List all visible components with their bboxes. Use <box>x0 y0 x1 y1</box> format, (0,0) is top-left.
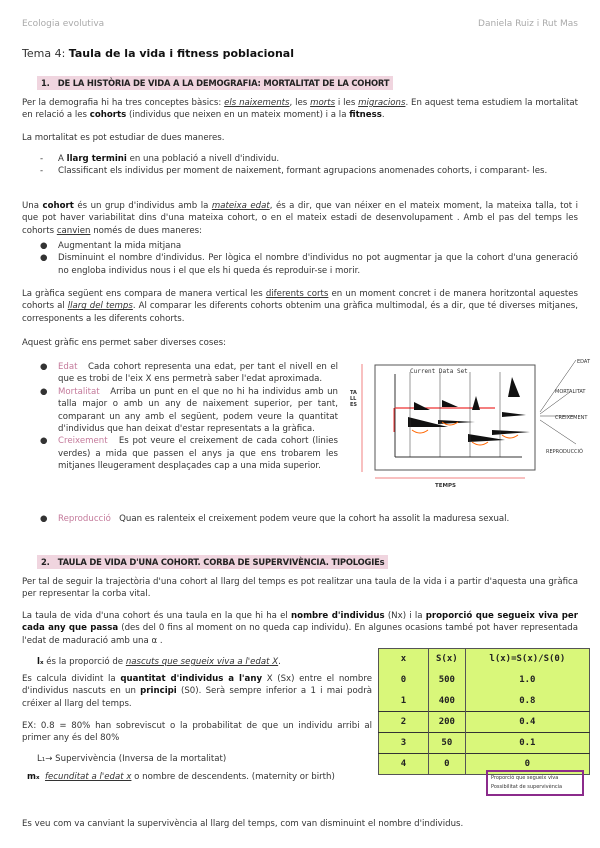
paragraph-mortalitat: La mortalitat es pot estudiar de dues maneres. <box>22 133 225 143</box>
table-row: 2 200 0.4 <box>379 712 590 733</box>
title-main: Taula de la vida i fitness poblacional <box>68 47 294 60</box>
life-table <box>378 648 590 775</box>
paragraph-aquest: Aquest gràfic ens permet saber diverses coses: <box>22 338 227 348</box>
l1-definition: L₁→ Supervivència (Inversa de la mortalitat) <box>37 754 227 764</box>
table-row: 0 500 1.0 <box>379 670 590 691</box>
label-edat: EDAT <box>577 359 591 365</box>
paragraph-trajectoria: Per tal de seguir la trajectòria d'una cohort al llarg del temps es pot realitzar una taula de la vida i a partir d'aquesta una gràfica per representar la corba vital. <box>22 577 578 600</box>
dash-list <box>40 153 578 178</box>
list-item: ● Creixement Es pot veure el creixement de cada cohort (linies verdes) a mida que passen el anys ja que ens trobarem les mitjanes lleugerament desplaçades cap a una mida superior. <box>40 436 338 472</box>
list-item: ● Reproducció Quan es ralenteix el creixement podem veure que la cohort ha assolit la maduresa sexual. <box>40 514 510 524</box>
paragraph-cohort: Una cohort és un grup d'individus amb la mateixa edat, és a dir, que van néixer en el mateix moment, la mateixa talla, tot i que pot haver variabilitat dins d'una mateixa cohort, o en el mateix estadi de desenvolupament . Amb el pas del temps les cohorts canvien només de dues maneres: <box>22 201 578 236</box>
label-creixement: CREIXEMENT <box>555 415 588 421</box>
list-item: ● Edat Cada cohort representa una edat, per tant el nivell en el que es trobi de l'eix X ens permetrà saber l'edat aproximada. <box>40 362 338 385</box>
lx-definition: lₓ és la proporció de nascuts que segueix viva a l'edat X. <box>37 657 281 667</box>
section-title: DE LA HISTÒRIA DE VIDA A LA DEMOGRAFIA: MORTALITAT DE LA COHORT <box>57 78 390 88</box>
bullet-list-cohort <box>40 240 578 277</box>
label-mortalitat: MORTALITAT <box>555 389 586 395</box>
header-left: Ecologia evolutiva <box>22 19 105 29</box>
note-line: Proporció que segueix viva <box>491 775 559 781</box>
mx-definition: mₓ fecunditat a l'edat x o nombre de descendents. (maternity or birth) <box>27 772 335 782</box>
title-prefix: Tema 4: <box>22 47 69 60</box>
bullet-list-grafic <box>40 361 338 473</box>
list-item: ● Mortalitat Arriba un punt en el que no hi ha individus amb un talla major o amb un any de naixement superior, per tant, comparant un any amb el següent, podem veure la quantitat d'individus que han deixat d'estar representats a la gràfica. <box>40 386 338 435</box>
label-reproduccio: REPRODUCCIÓ <box>546 449 583 455</box>
table-row: 4 0 0 <box>379 754 590 775</box>
table-row: 1 400 0.8 <box>379 691 590 712</box>
section-num: 1. <box>41 78 50 88</box>
header-right: Daniela Ruiz i Rut Mas <box>478 19 578 29</box>
paragraph-calcula: Es calcula dividint la quantitat d'individus a l'any X (Sx) entre el nombre d'individus nascuts en un principi (S0). Serà sempre inferior a 1 i mai podrà créixer al llarg del temps. <box>22 674 373 709</box>
list-item: ● Augmentant la mida mitjana <box>40 241 182 251</box>
list-item: ● Disminuint el nombre d'individus. Per lògica el nombre d'individus no pot augmentar ja que la cohort d'una generació no engloba individus nous i el que els hi queda és reproduir-se i morir. <box>40 253 578 276</box>
section-1-heading <box>37 76 393 90</box>
paragraph-concepts: Per la demografia hi ha tres conceptes bàsics: els naixements, les morts i les migracions. En aquest tema estudiem la mortalitat en relació a les cohorts (individus que neixen en un mateix moment) i a la fitness. <box>22 98 578 121</box>
y-axis-label: TALLES <box>350 390 358 408</box>
note-line: Possibilitat de supervivència <box>491 784 563 790</box>
paragraph-grafica: La gràfica següent ens compara de manera vertical les diferents corts en un moment concret i de manera horitzontal aquestes cohorts al llarg del temps. Al comparar les diferents cohorts obtenim una gràfica multimodal, és a dir, que té diverses mitjanes, corresponents a les diferents cohorts. <box>22 289 579 324</box>
paragraph-taula: La taula de vida d'una cohort és una taula en la que hi ha el nombre d'individus (Nx) i la proporció que segueix viva per cada any que passa (des del 0 fins al moment on no queda cap individu). En algunes ocasions també pot haver representada l'edat de maduració amb una α . <box>22 611 578 646</box>
figure-title: Current Data Set <box>410 368 468 375</box>
x-axis-label: TEMPS <box>435 483 456 489</box>
cohort-figure <box>350 352 595 492</box>
list-item: - A llarg termini en una població a nivell d'individu. <box>40 154 280 164</box>
section-2-heading <box>37 555 388 569</box>
table-row: 3 50 0.1 <box>379 733 590 754</box>
section-num: 2. <box>41 557 50 567</box>
paragraph-conclusion: Es veu com va canviant la supervivència al llarg del temps, com van disminuint el nombre d'individus. <box>22 819 464 829</box>
bullet-list-reproduccio <box>40 513 578 525</box>
paragraph-example: EX: 0.8 = 80% han sobreviscut o la probabilitat de que un individu arribi al primer any és del 80% <box>22 721 372 744</box>
list-item: - Classificant els individus per moment de naixement, formant agrupacions anomenades cohorts, i comparant- les. <box>40 166 548 177</box>
section-title: TAULA DE VIDA D'UNA COHORT. CORBA DE SUPERVIVÈNCIA. TIPOLOGIEs <box>57 557 385 567</box>
note-box <box>486 770 584 796</box>
page-title <box>22 48 294 60</box>
table-header: x S(x) l(x)=S(x)/S(0) <box>379 649 590 670</box>
